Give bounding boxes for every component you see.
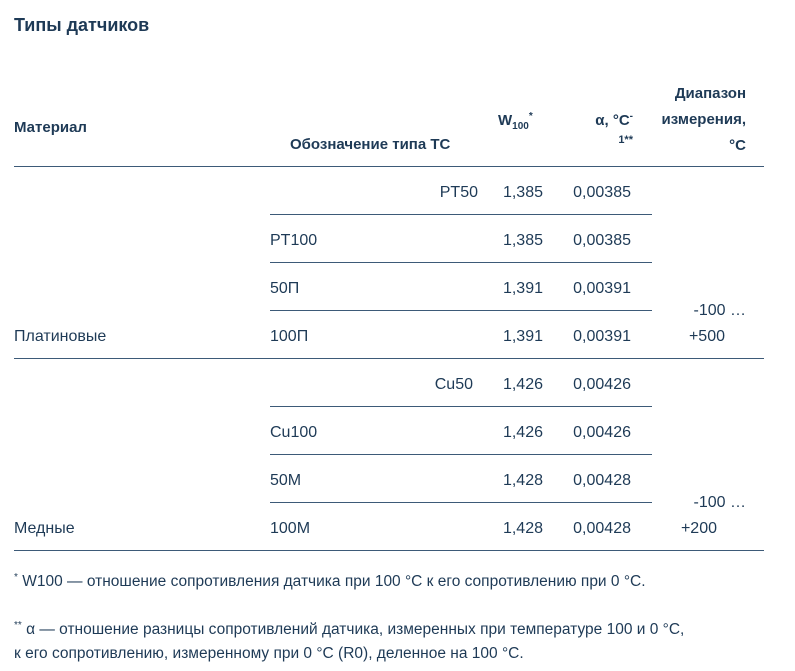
row-divider [270, 502, 652, 503]
row-divider [270, 310, 652, 311]
group-divider [14, 358, 764, 359]
alpha-value: 0,00426 [573, 424, 631, 441]
header-material: Материал [14, 119, 87, 136]
table-bottom-divider [14, 550, 764, 551]
alpha-value: 0,00426 [573, 376, 631, 393]
alpha-value: 0,00428 [573, 520, 631, 537]
alpha-value: 0,00428 [573, 472, 631, 489]
header-alpha-unit: 1** [618, 134, 633, 146]
w100-value: 1,385 [502, 184, 543, 201]
w100-value: 1,426 [502, 424, 543, 441]
w100-value: 1,428 [502, 472, 543, 489]
row-divider [270, 262, 652, 263]
header-alpha: α, °C- [595, 111, 633, 129]
range-value: +500 [688, 328, 725, 345]
w100-value: 1,385 [502, 232, 543, 249]
sensor-type: PT50 [439, 184, 478, 201]
material-label: Платиновые [14, 328, 107, 345]
footnote-2-cont: к его сопротивлению, измеренному при 0 °C (R0), деленное на 100 °C. [14, 645, 524, 662]
sensor-type: 100П [270, 328, 309, 345]
range-value: -100 … [693, 302, 746, 319]
sensor-type: 50П [270, 280, 300, 297]
alpha-value: 0,00385 [573, 232, 631, 249]
page-title: Типы датчиков [14, 15, 150, 35]
row-divider [270, 454, 652, 455]
footnote-2: ** α — отношение разницы сопротивлений датчика, измеренных при температуре 100 и 0 °C, [14, 620, 685, 639]
sensor-type: PT100 [270, 232, 318, 249]
sensor-type: Cu50 [434, 376, 473, 393]
header-divider [14, 166, 764, 167]
header-designation: Обозначение типа ТС [290, 136, 451, 153]
w100-value: 1,391 [502, 280, 543, 297]
header-range-line1: Диапазон [674, 85, 746, 102]
w100-value: 1,426 [502, 376, 543, 393]
footnote-1: * W100 — отношение сопротивления датчика при 100 °C к его сопротивлению при 0 °C. [14, 572, 646, 591]
alpha-value: 0,00391 [573, 328, 631, 345]
sensor-type: 50M [270, 472, 302, 489]
w100-value: 1,428 [502, 520, 543, 537]
row-divider [270, 406, 652, 407]
header-w100: $W_{100}^*$ [498, 111, 533, 132]
row-divider [270, 214, 652, 215]
w100-value: 1,391 [502, 328, 543, 345]
range-value: +200 [680, 520, 717, 537]
range-value: -100 … [693, 494, 746, 511]
alpha-value: 0,00391 [573, 280, 631, 297]
alpha-value: 0,00385 [573, 184, 631, 201]
header-range-line2: измерения, [661, 111, 746, 128]
header-range-line3: °C [729, 137, 746, 154]
sensor-type: 100M [270, 520, 311, 537]
sensor-type: Cu100 [270, 424, 318, 441]
material-label: Медные [14, 520, 75, 537]
